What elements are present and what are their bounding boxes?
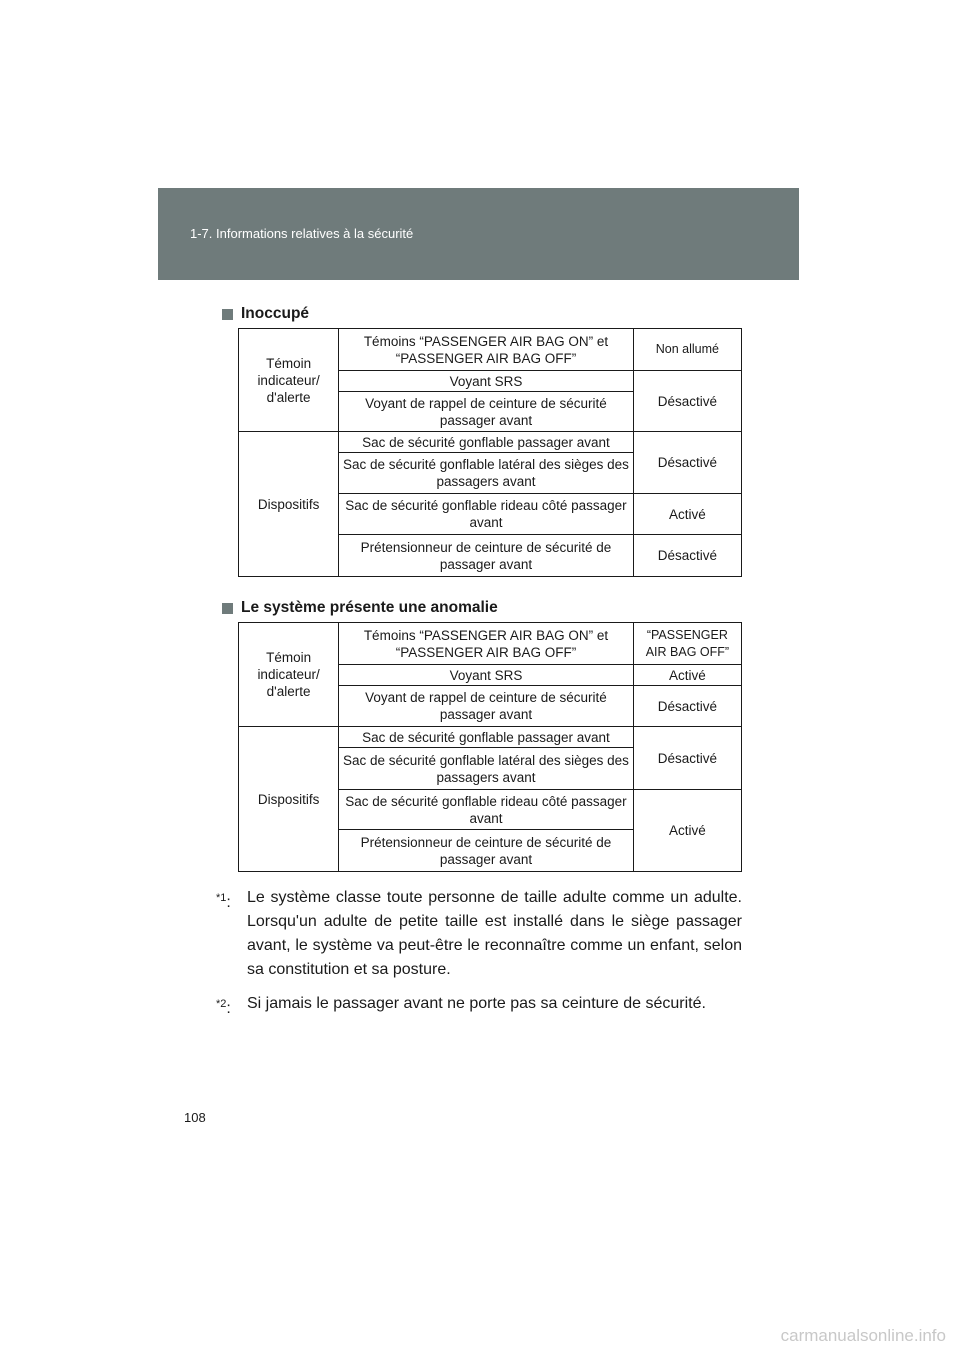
item-cell: Témoins “PASSENGER AIR BAG ON” et “PASSENGER AIR BAG OFF” [339,623,634,665]
group-cell: Dispositifs [239,727,339,872]
footnote-2 [216,992,742,1016]
section-title-anomalie [222,599,498,617]
square-bullet-icon [222,309,233,320]
item-cell: Sac de sécurité gonflable passager avant [339,432,634,453]
square-bullet-icon [222,603,233,614]
status-table-anomalie [238,622,742,872]
table-row [239,432,742,453]
table-row [239,727,742,748]
item-cell: Sac de sécurité gonflable passager avant [339,727,634,748]
section-title-inoccupe [222,305,309,323]
group-cell: Témoin indicateur/ d'alerte [239,623,339,727]
footnote-mark: $^{*2}$: [216,998,231,1017]
item-cell: Témoins “PASSENGER AIR BAG ON” et “PASSENGER AIR BAG OFF” [339,329,634,371]
item-cell: Sac de sécurité gonflable latéral des sièges des passagers avant [339,453,634,494]
state-cell: Activé [633,665,741,686]
item-cell: Voyant de rappel de ceinture de sécurité passager avant [339,392,634,432]
state-cell: Activé [633,790,741,872]
footnote-text: Le système classe toute personne de taille adulte comme un adulte. Lorsqu'un adulte de petite taille est installé dans le siège passager avant, le système va peut-être le reconnaître comme un enfant, selon sa constitution et sa posture. [247,889,742,978]
item-cell: Sac de sécurité gonflable rideau côté passager avant [339,494,634,535]
item-cell: Prétensionneur de ceinture de sécurité de passager avant [339,535,634,577]
table-row [239,329,742,371]
footnote-1 [216,886,742,982]
section-title-text: Le système présente une anomalie [241,599,498,616]
item-cell: Sac de sécurité gonflable latéral des sièges des passagers avant [339,748,634,790]
page-number: 108 [184,1110,206,1125]
state-cell: Désactivé [633,432,741,494]
section-title-text: Inoccupé [241,305,310,322]
item-cell: Sac de sécurité gonflable rideau côté passager avant [339,790,634,830]
item-cell: Prétensionneur de ceinture de sécurité de passager avant [339,830,634,872]
item-cell: Voyant de rappel de ceinture de sécurité passager avant [339,686,634,727]
section-header-band [158,188,799,280]
item-cell: Voyant SRS [339,665,634,686]
group-cell: Dispositifs [239,432,339,577]
footnote-text: Si jamais le passager avant ne porte pas sa ceinture de sécurité. [247,995,706,1012]
section-header-text: 1-7. Informations relatives à la sécurité [190,226,414,241]
footnote-mark: $^{*1}$: [216,892,231,911]
state-cell: Non allumé [633,329,741,371]
state-cell: Désactivé [633,371,741,432]
group-cell: Témoin indicateur/ d'alerte [239,329,339,432]
state-cell: Désactivé [633,686,741,727]
status-table-inoccupe [238,328,742,577]
watermark-text: carmanualsonline.info [780,1326,946,1345]
state-cell: Désactivé [633,535,741,577]
item-cell: Voyant SRS [339,371,634,392]
state-cell: “PASSENGER AIR BAG OFF” [633,623,741,665]
table-row [239,623,742,665]
state-cell: Désactivé [633,727,741,790]
state-cell: Activé [633,494,741,535]
